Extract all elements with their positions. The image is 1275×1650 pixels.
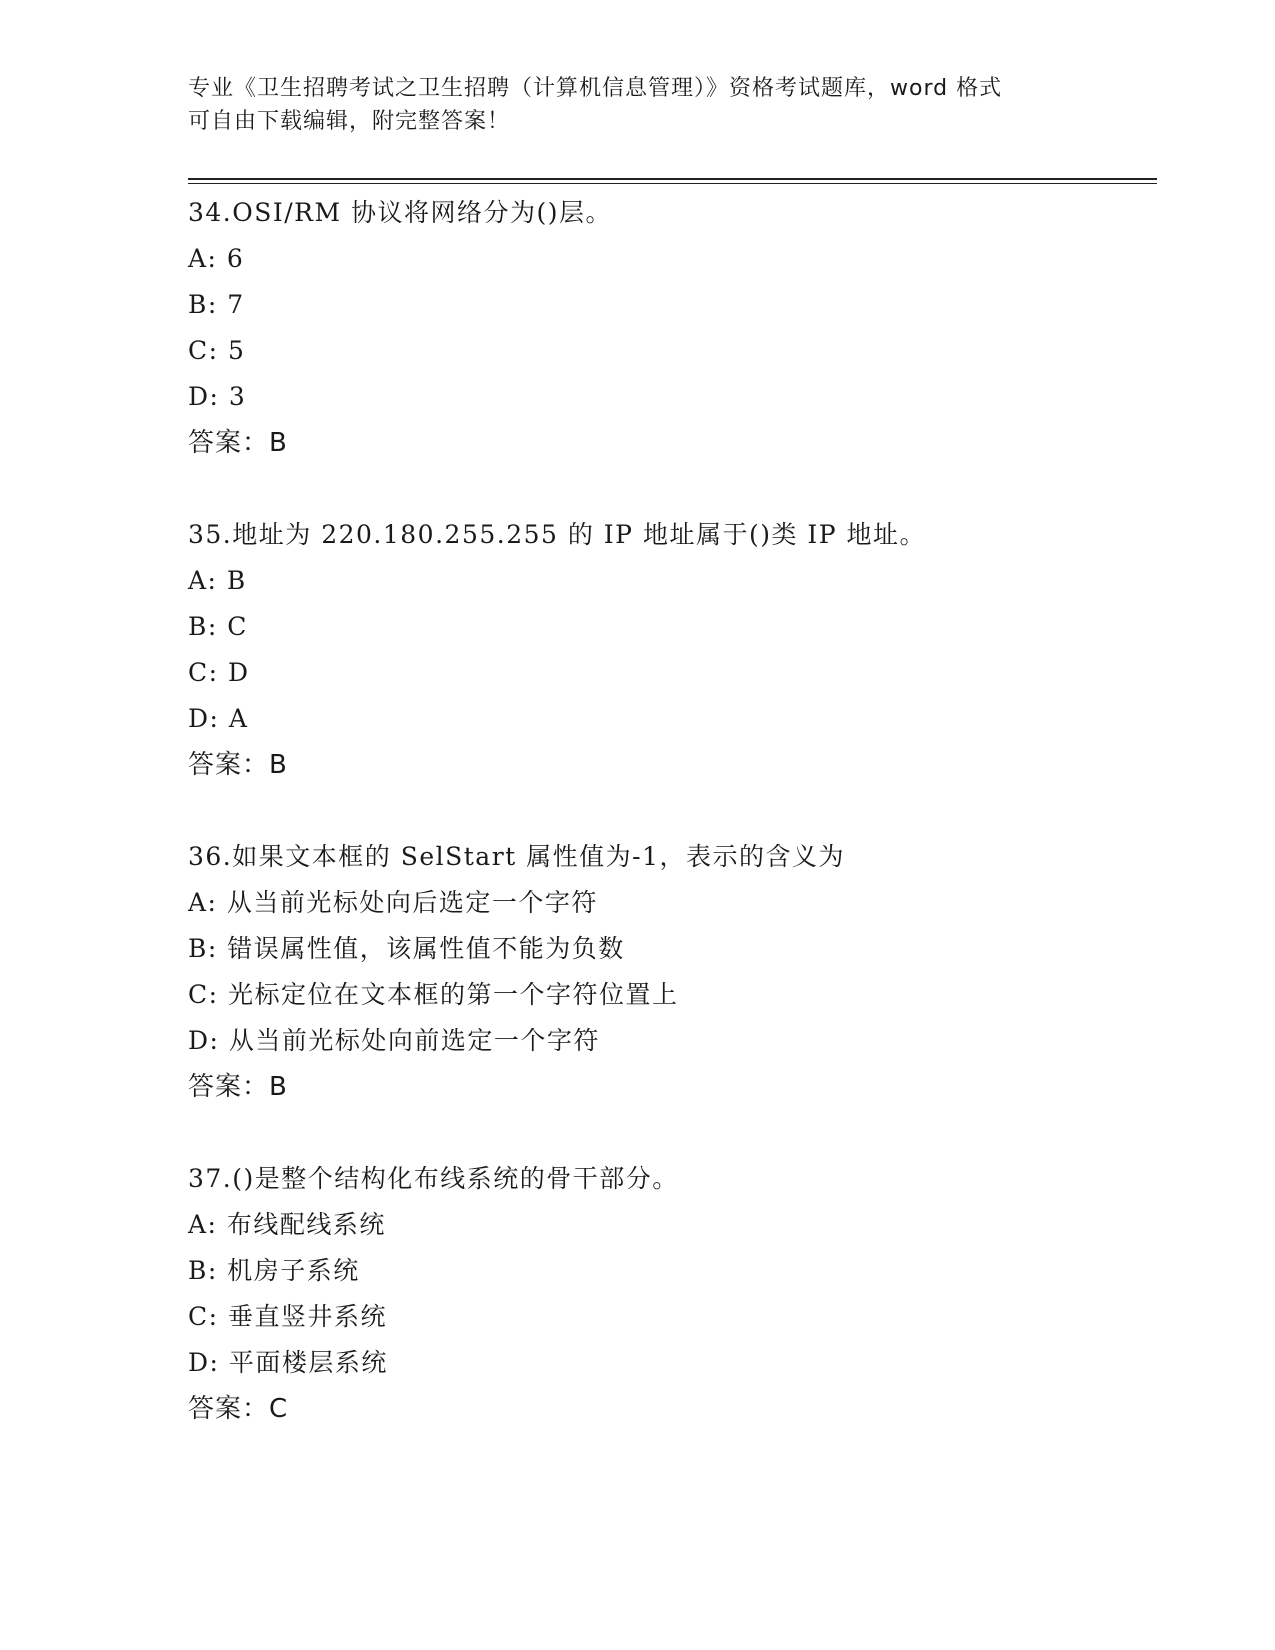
option-c: C: 光标定位在文本框的第一个字符位置上 bbox=[188, 980, 679, 1009]
document-header bbox=[188, 72, 1068, 138]
answer-line: 答案：B bbox=[188, 750, 288, 780]
option-c: C: 垂直竖井系统 bbox=[188, 1302, 387, 1331]
option-a: A: 布线配线系统 bbox=[188, 1210, 386, 1239]
option-d: D: A bbox=[188, 704, 249, 733]
option-b: B: 机房子系统 bbox=[188, 1256, 360, 1285]
answer-line: 答案：B bbox=[188, 428, 288, 458]
question-34 bbox=[188, 190, 1148, 466]
question-37 bbox=[188, 1156, 1148, 1432]
option-b: B: 错误属性值，该属性值不能为负数 bbox=[188, 934, 625, 963]
question-36 bbox=[188, 834, 1148, 1110]
option-c: C: 5 bbox=[188, 336, 246, 365]
option-d: D: 3 bbox=[188, 382, 247, 411]
question-text: 36.如果文本框的 SelStart 属性值为-1，表示的含义为 bbox=[188, 842, 845, 871]
option-a: A: B bbox=[188, 566, 247, 595]
header-line-1: 专业《卫生招聘考试之卫生招聘（计算机信息管理）》资格考试题库，word 格式 bbox=[188, 76, 1003, 101]
question-list bbox=[188, 190, 1148, 1478]
question-text: 37.()是整个结构化布线系统的骨干部分。 bbox=[188, 1164, 679, 1193]
option-a: A: 从当前光标处向后选定一个字符 bbox=[188, 888, 598, 917]
answer-line: 答案：B bbox=[188, 1072, 288, 1102]
option-d: D: 平面楼层系统 bbox=[188, 1348, 388, 1377]
option-c: C: D bbox=[188, 658, 250, 687]
answer-line: 答案：C bbox=[188, 1394, 289, 1424]
option-a: A: 6 bbox=[188, 244, 245, 273]
header-line-2: 可自由下载编辑，附完整答案！ bbox=[188, 109, 511, 134]
option-d: D: 从当前光标处向前选定一个字符 bbox=[188, 1026, 600, 1055]
question-text: 35.地址为 220.180.255.255 的 IP 地址属于()类 IP 地址。 bbox=[188, 520, 927, 549]
header-divider bbox=[188, 178, 1157, 184]
option-b: B: 7 bbox=[188, 290, 245, 319]
question-35 bbox=[188, 512, 1148, 788]
question-text: 34.OSI/RM 协议将网络分为()层。 bbox=[188, 198, 613, 227]
option-b: B: C bbox=[188, 612, 248, 641]
